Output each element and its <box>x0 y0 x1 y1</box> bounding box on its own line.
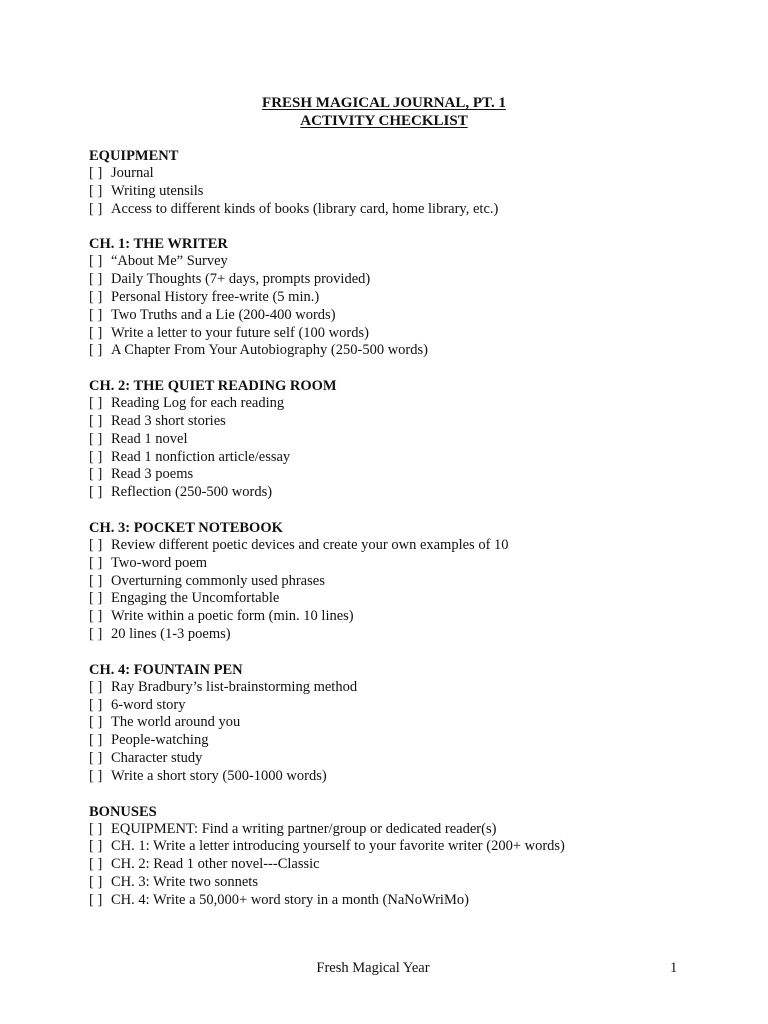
document-subtitle: ACTIVITY CHECKLIST <box>300 113 468 129</box>
checkbox-brackets: [ ] <box>89 306 103 323</box>
checklist-item <box>89 892 729 910</box>
checklist-item-label: Engaging the Uncomfortable <box>111 590 280 607</box>
checklist-item <box>89 289 729 307</box>
document-title: FRESH MAGICAL JOURNAL, PT. 1 <box>262 95 506 111</box>
page-number: 1 <box>670 960 678 976</box>
section-heading: CH. 4: FOUNTAIN PEN <box>89 661 243 678</box>
section-heading: EQUIPMENT <box>89 148 179 164</box>
checkbox-brackets: [ ] <box>89 200 103 217</box>
checklist-item-label: The world around you <box>111 714 241 731</box>
checkbox-brackets: [ ] <box>89 536 103 553</box>
checklist-item-label: Personal History free-write (5 min.) <box>111 288 320 305</box>
checklist-item <box>89 714 729 732</box>
checklist-item-label: “About Me” Survey <box>111 253 228 270</box>
checklist-item-label: Journal <box>111 165 154 181</box>
checklist-item-label: CH. 4: Write a 50,000+ word story in a month (NaNoWriMo) <box>111 891 469 908</box>
checklist-item-label: Reflection (250-500 words) <box>111 484 273 501</box>
checklist-item-label: Read 1 novel <box>111 430 188 447</box>
footer-title: Fresh Magical Year <box>316 960 430 976</box>
checklist-item <box>89 413 729 431</box>
checkbox-brackets: [ ] <box>89 271 103 288</box>
checkbox-brackets: [ ] <box>89 484 103 501</box>
checklist-item <box>89 307 729 325</box>
checkbox-brackets: [ ] <box>89 466 103 483</box>
section-heading: CH. 1: THE WRITER <box>89 236 228 253</box>
checklist-section <box>89 661 729 786</box>
checkbox-brackets: [ ] <box>89 412 103 429</box>
checklist-item <box>89 449 729 467</box>
checklist-item-label: Overturning commonly used phrases <box>111 572 325 589</box>
checklist-item-label: CH. 3: Write two sonnets <box>111 873 258 890</box>
checklist-item <box>89 466 729 484</box>
checklist-item <box>89 201 729 219</box>
checklist-item <box>89 590 729 608</box>
checklist-item <box>89 342 729 360</box>
checklist-item-label: Access to different kinds of books (library card, home library, etc.) <box>111 200 499 217</box>
checklist-item-label: Writing utensils <box>111 182 204 199</box>
checklist-item <box>89 431 729 449</box>
checkbox-brackets: [ ] <box>89 182 103 199</box>
document-title-block <box>0 94 768 130</box>
checklist-item-label: Two-word poem <box>111 554 208 571</box>
checkbox-brackets: [ ] <box>89 714 103 731</box>
checklist-item-label: Review different poetic devices and create your own examples of 10 <box>111 536 509 553</box>
checklist-section <box>89 519 729 644</box>
checklist-item-label: Daily Thoughts (7+ days, prompts provided) <box>111 271 371 288</box>
checkbox-brackets: [ ] <box>89 165 103 181</box>
checkbox-brackets: [ ] <box>89 767 103 784</box>
checklist-item <box>89 253 729 271</box>
checkbox-brackets: [ ] <box>89 253 103 270</box>
checkbox-brackets: [ ] <box>89 856 103 873</box>
checkbox-brackets: [ ] <box>89 430 103 447</box>
checkbox-brackets: [ ] <box>89 732 103 749</box>
checklist-item-label: Ray Bradbury’s list-brainstorming method <box>111 678 358 695</box>
checklist-item <box>89 271 729 289</box>
checklist-item-label: Read 3 poems <box>111 466 194 483</box>
checklist-item <box>89 768 729 786</box>
checkbox-brackets: [ ] <box>89 873 103 890</box>
checkbox-brackets: [ ] <box>89 572 103 589</box>
checkbox-brackets: [ ] <box>89 590 103 607</box>
checklist-item-label: People-watching <box>111 732 209 749</box>
checklist-item <box>89 838 729 856</box>
checkbox-brackets: [ ] <box>89 324 103 341</box>
checkbox-brackets: [ ] <box>89 554 103 571</box>
checklist-item-label: Write a letter to your future self (100 words) <box>111 324 369 341</box>
checkbox-brackets: [ ] <box>89 820 103 837</box>
checklist-item <box>89 626 729 644</box>
checklist-content <box>89 147 729 927</box>
checklist-section <box>89 377 729 502</box>
checkbox-brackets: [ ] <box>89 288 103 305</box>
checklist-section <box>89 235 729 360</box>
section-heading: CH. 3: POCKET NOTEBOOK <box>89 519 283 536</box>
checklist-item-label: A Chapter From Your Autobiography (250-500 words) <box>111 342 428 359</box>
checklist-item-label: Read 3 short stories <box>111 412 226 429</box>
checklist-item <box>89 856 729 874</box>
section-heading: BONUSES <box>89 803 157 820</box>
checklist-item <box>89 573 729 591</box>
checkbox-brackets: [ ] <box>89 678 103 695</box>
checklist-item-label: Write a short story (500-1000 words) <box>111 767 327 784</box>
checkbox-brackets: [ ] <box>89 625 103 642</box>
checkbox-brackets: [ ] <box>89 891 103 908</box>
checklist-item-label: Read 1 nonfiction article/essay <box>111 448 291 465</box>
checkbox-brackets: [ ] <box>89 395 103 412</box>
checkbox-brackets: [ ] <box>89 696 103 713</box>
checklist-item <box>89 395 729 413</box>
checkbox-brackets: [ ] <box>89 838 103 855</box>
section-heading: CH. 2: THE QUIET READING ROOM <box>89 378 337 395</box>
checklist-item <box>89 183 729 201</box>
checklist-item-label: Two Truths and a Lie (200-400 words) <box>111 306 336 323</box>
checkbox-brackets: [ ] <box>89 448 103 465</box>
checklist-item-label: 20 lines (1-3 poems) <box>111 625 231 642</box>
checklist-item-label: Reading Log for each reading <box>111 395 285 412</box>
checklist-item-label: 6-word story <box>111 696 186 713</box>
checklist-item-label: EQUIPMENT: Find a writing partner/group or dedicated reader(s) <box>111 820 497 837</box>
checklist-item <box>89 165 729 183</box>
checklist-item <box>89 555 729 573</box>
checklist-item-label: Character study <box>111 749 203 766</box>
checklist-item <box>89 874 729 892</box>
checklist-item <box>89 325 729 343</box>
checklist-item <box>89 697 729 715</box>
checklist-item <box>89 679 729 697</box>
checklist-item <box>89 484 729 502</box>
checklist-item-label: Write within a poetic form (min. 10 lines) <box>111 608 354 625</box>
checklist-item <box>89 732 729 750</box>
checklist-item <box>89 537 729 555</box>
checklist-item-label: CH. 1: Write a letter introducing yourself to your favorite writer (200+ words) <box>111 838 565 855</box>
checkbox-brackets: [ ] <box>89 749 103 766</box>
checklist-item <box>89 608 729 626</box>
checkbox-brackets: [ ] <box>89 342 103 359</box>
checklist-item <box>89 750 729 768</box>
checklist-item-label: CH. 2: Read 1 other novel---Classic <box>111 856 320 873</box>
checklist-item <box>89 821 729 839</box>
checkbox-brackets: [ ] <box>89 608 103 625</box>
checklist-section <box>89 147 729 218</box>
checklist-section <box>89 803 729 910</box>
